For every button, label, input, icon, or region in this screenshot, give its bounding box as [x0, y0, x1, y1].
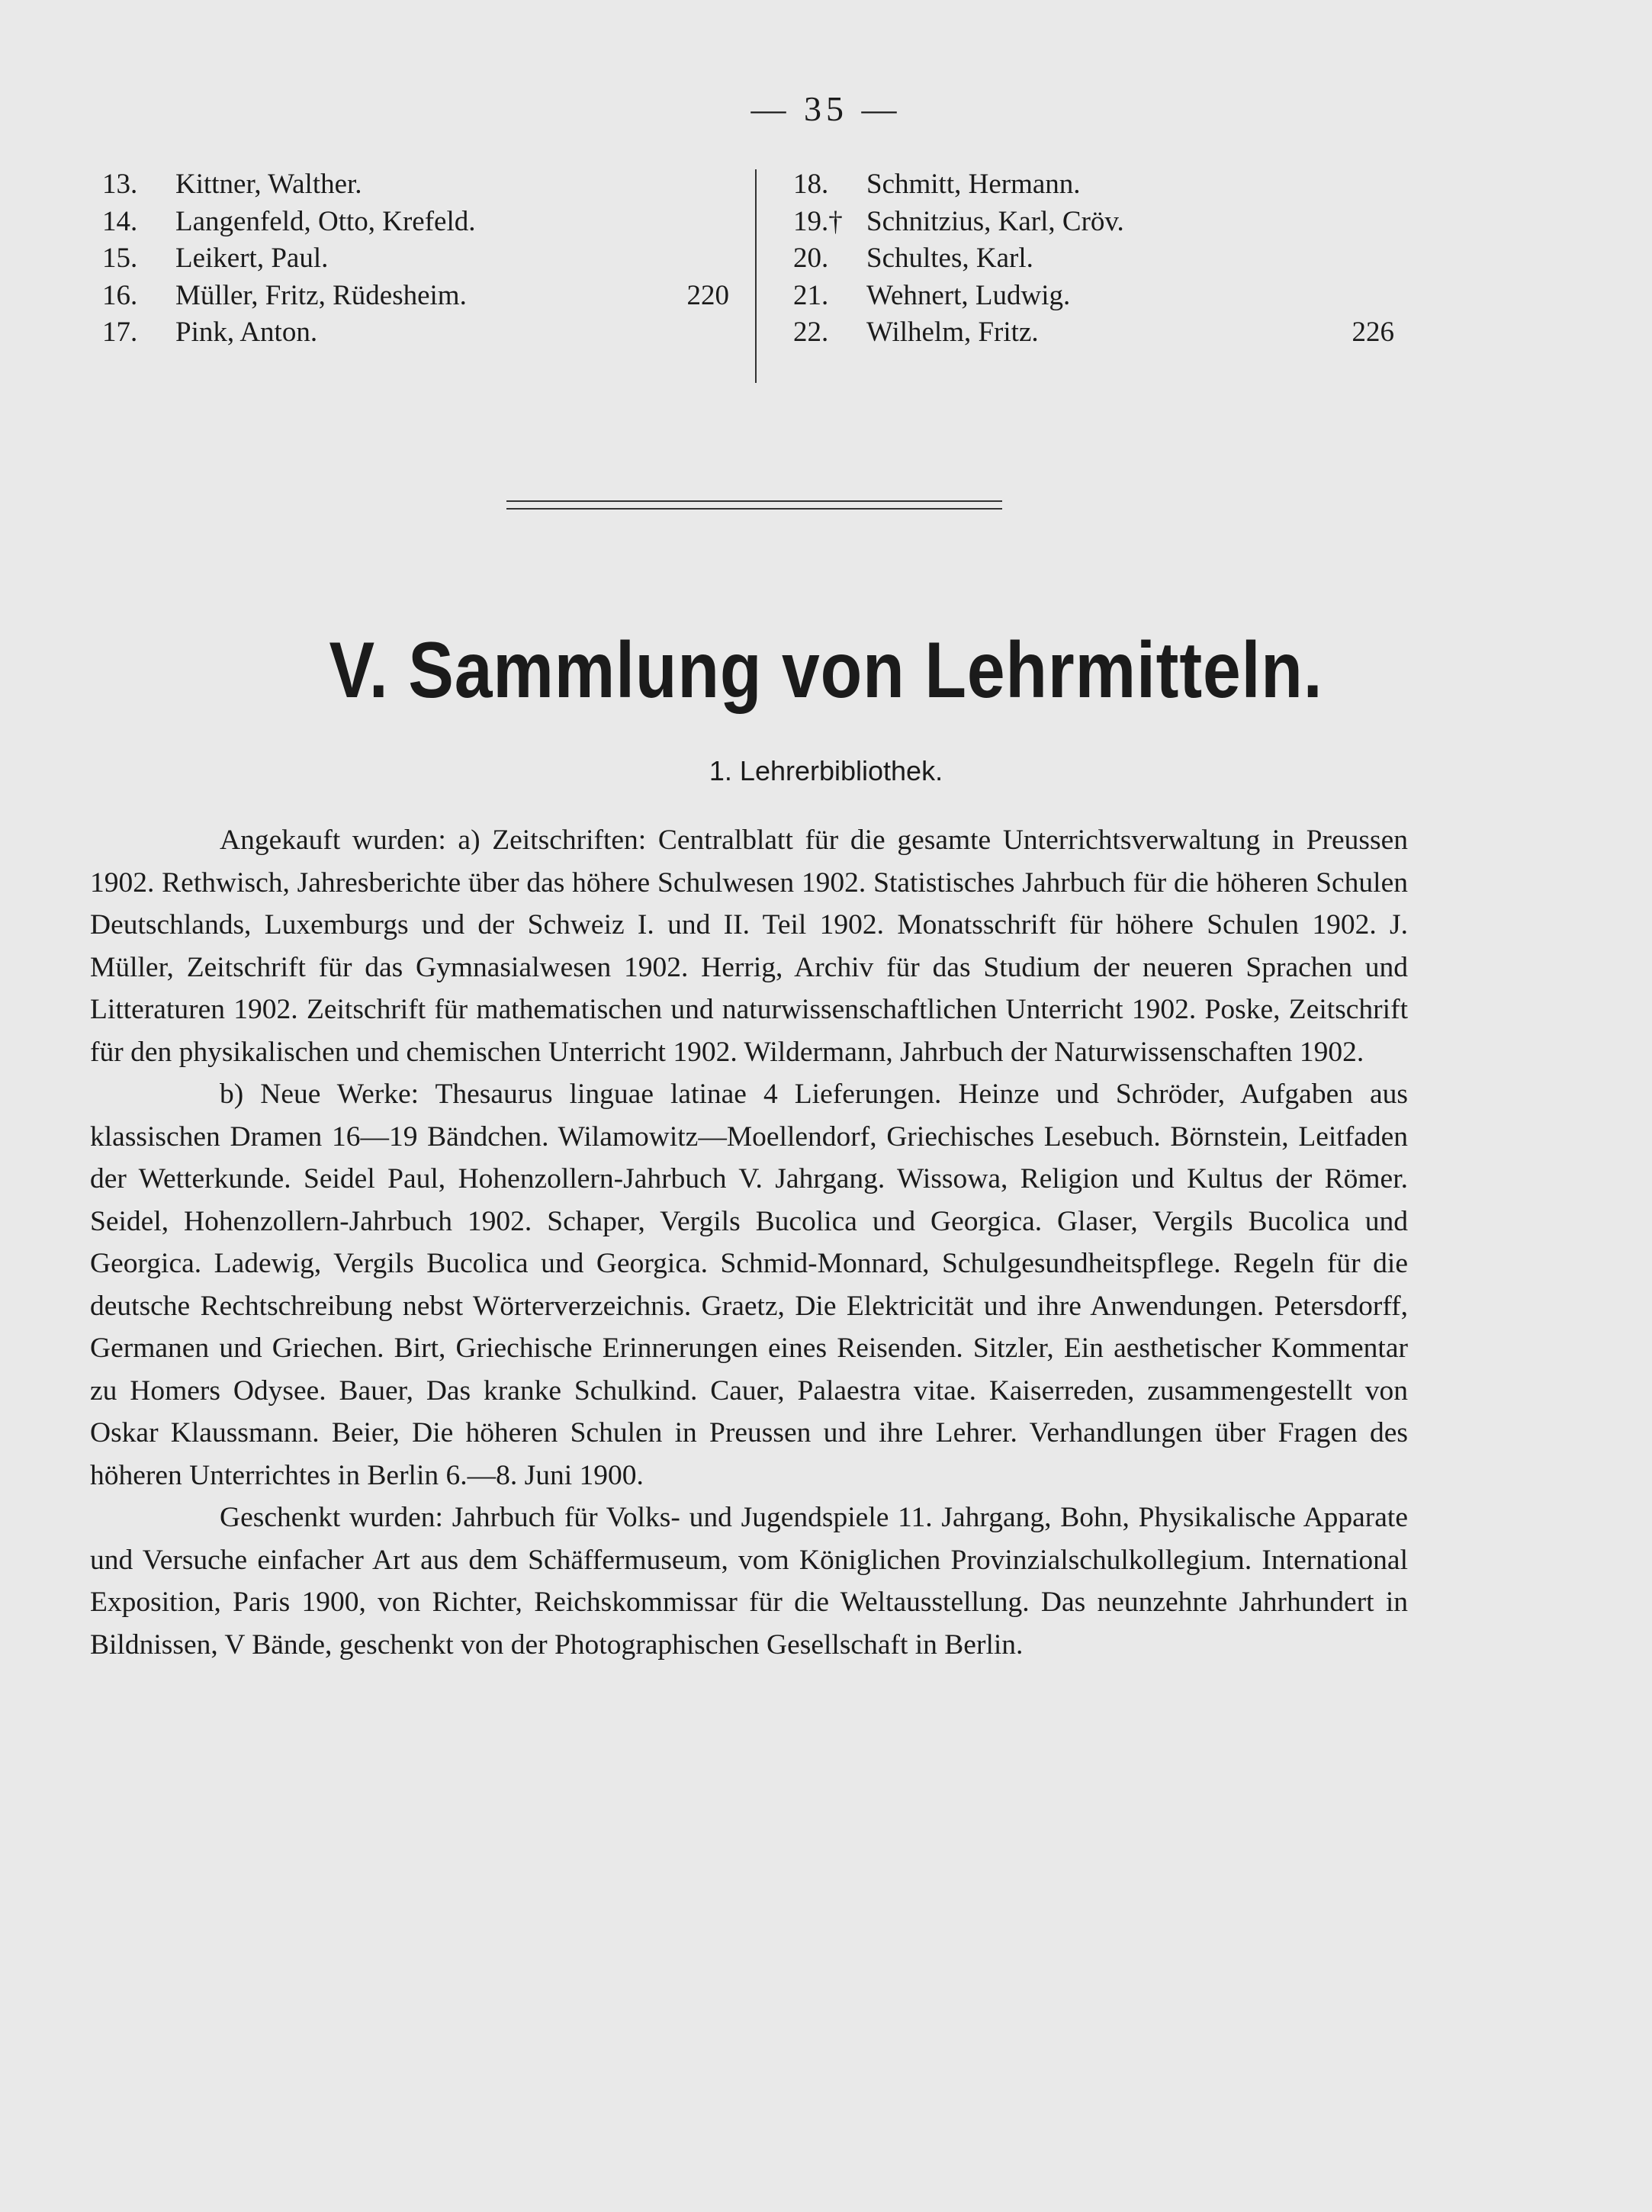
list-item-total: 226 — [1351, 317, 1394, 348]
list-item-number: 18. — [793, 169, 829, 200]
list-item — [102, 278, 729, 315]
list-item — [102, 166, 729, 204]
list-item — [793, 278, 1394, 315]
list-item-number: 19.† — [793, 205, 843, 237]
list-item-number: 17. — [102, 317, 138, 348]
list-item-name: Schnitzius, Karl, Cröv. — [866, 205, 1124, 237]
list-item-number: 13. — [102, 169, 138, 200]
body-text — [90, 819, 1408, 1666]
list-item-name: Langenfeld, Otto, Krefeld. — [175, 205, 476, 237]
section-divider — [506, 500, 1002, 510]
list-item — [102, 204, 729, 241]
list-item-name: Pink, Anton. — [175, 317, 318, 348]
list-item-name: Wehnert, Ludwig. — [866, 279, 1071, 311]
list-item-number: 15. — [102, 243, 138, 274]
paragraph-purchased-journals: Angekauft wurden: a) Zeitschriften: Centralblatt für die gesamte Unterrichtsverwaltung in Preussen 1902. Rethwisch, Jahresberichte über das höhere Schulwesen 1902. Statistisches Jahrbuch für die höheren Schulen Deutschlands, Luxemburgs und der Schweiz I. und II. Teil 1902. Monatsschrift für höhere Schulen 1902. J. Müller, Zeitschrift für das Gymnasialwesen 1902. Herrig, Archiv für das Studium der neueren Sprachen und Litteraturen 1902. Zeitschrift für mathematischen und naturwissenschaftlichen Unterricht 1902. Poske, Zeitschrift für den physikalischen und chemischen Unterricht 1902. Wildermann, Jahrbuch der Naturwissenschaften 1902. — [90, 825, 1408, 1068]
page-number: — 35 — — [750, 89, 902, 128]
list-item-total: 220 — [686, 279, 729, 311]
list-item-name: Schultes, Karl. — [866, 243, 1033, 274]
member-list-left — [102, 166, 729, 352]
member-list-right — [793, 166, 1394, 352]
list-item-name: Leikert, Paul. — [175, 243, 329, 274]
list-item-number: 21. — [793, 279, 829, 311]
list-item — [102, 240, 729, 278]
list-item-name: Schmitt, Hermann. — [866, 169, 1081, 200]
section-title: V. Sammlung von Lehrmitteln. — [329, 626, 1323, 715]
list-item — [793, 204, 1394, 241]
list-item — [102, 314, 729, 352]
paragraph-new-works: b) Neue Werke: Thesaurus linguae latinae 4 Lieferungen. Heinze und Schröder, Aufgaben aus klassischen Dramen 16—19 Bändchen. Wilamowitz—Moellendorf, Griechisches Lesebuch. Börnstein, Leitfaden der Wetterkunde. Seidel Paul, Hohenzollern-Jahrbuch V. Jahrgang. Wissowa, Religion und Kultus der Römer. Seidel, Hohenzollern-Jahrbuch 1902. Schaper, Vergils Bucolica und Georgica. Glaser, Vergils Bucolica und Georgica. Ladewig, Vergils Bucolica und Georgica. Schmid-Monnard, Schulgesundheitspflege. Regeln für die deutsche Rechtschreibung nebst Wörterverzeichnis. Graetz, Die Elektricität und ihre Anwendungen. Petersdorff, Germanen und Griechen. Birt, Griechische Erinnerungen eines Reisenden. Sitzler, Ein aesthetischer Kommentar zu Homers Odysee. Bauer, Das kranke Schulkind. Cauer, Palaestra vitae. Kaiserreden, zusammengestellt von Oskar Klaussmann. Beier, Die höheren Schulen in Preussen und ihre Lehrer. Verhandlungen über Fragen des höheren Unterrichtes in Berlin 6.—8. Juni 1900. — [90, 1079, 1408, 1491]
list-item — [793, 314, 1394, 352]
list-item-number: 16. — [102, 279, 138, 311]
column-divider — [755, 169, 757, 383]
paragraph-donations: Geschenkt wurden: Jahrbuch für Volks- und Jugendspiele 11. Jahrgang, Bohn, Physikalische Apparate und Versuche einfacher Art aus dem Schäffermuseum, vom Königlichen Provinzialschulkollegium. International Exposition, Paris 1900, von Richter, Reichskommissar für die Weltausstellung. Das neunzehnte Jahrhundert in Bildnissen, V Bände, geschenkt von der Photographischen Gesellschaft in Berlin. — [90, 1502, 1408, 1661]
list-item — [793, 240, 1394, 278]
section-subheading: 1. Lehrerbibliothek. — [709, 755, 943, 786]
list-item-name: Wilhelm, Fritz. — [866, 317, 1039, 348]
list-item — [793, 166, 1394, 204]
list-item-number: 14. — [102, 205, 138, 237]
list-item-number: 22. — [793, 317, 829, 348]
list-item-name: Kittner, Walther. — [175, 169, 362, 200]
list-item-number: 20. — [793, 243, 829, 274]
list-item-name: Müller, Fritz, Rüdesheim. — [175, 279, 467, 311]
